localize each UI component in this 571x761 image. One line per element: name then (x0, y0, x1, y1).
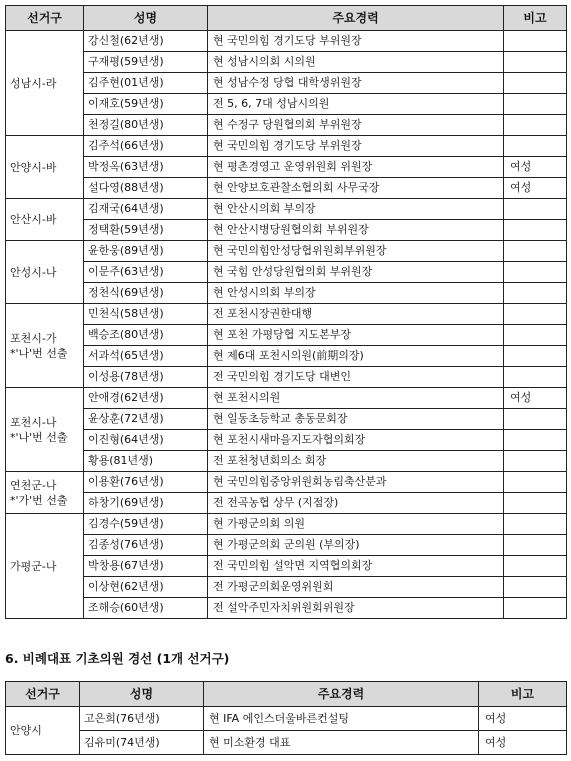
candidate-name: 이성용(78년생) (84, 367, 208, 388)
candidate-career: 전 국민의힘 설악면 지역협의회장 (208, 556, 504, 577)
table-row (6, 31, 567, 52)
table-row (6, 388, 567, 409)
table-row (6, 556, 567, 577)
candidate-note (504, 409, 567, 430)
district-name: 연천군-나 (10, 478, 57, 492)
candidate-career: 현 가평군의회 군의원 (부의장) (208, 535, 504, 556)
candidate-name: 고은희(76년생) (80, 707, 204, 731)
candidate-career: 현 안양보호관찰소협의회 사무국장 (208, 178, 504, 199)
district-name: 안양시 (10, 724, 42, 737)
proportional-candidates-table (5, 681, 567, 755)
candidate-note (504, 535, 567, 556)
table-row (6, 136, 567, 157)
candidate-note (504, 514, 567, 535)
candidate-note (504, 346, 567, 367)
header-career: 주요경력 (204, 682, 479, 707)
candidate-note: 여성 (504, 388, 567, 409)
district-cell (6, 472, 84, 514)
candidate-note (504, 73, 567, 94)
candidate-career: 현 안산시병당원협의회 부위원장 (208, 220, 504, 241)
candidate-career: 현 국힘 안성당원협의회 부위원장 (208, 262, 504, 283)
candidate-note (504, 220, 567, 241)
candidate-note (504, 367, 567, 388)
table-row (6, 707, 567, 731)
candidate-name: 김재국(64년생) (84, 199, 208, 220)
table-row (6, 241, 567, 262)
candidate-career: 현 안산시의회 부의장 (208, 199, 504, 220)
district-cell (6, 31, 84, 136)
candidate-name: 윤상훈(72년생) (84, 409, 208, 430)
candidate-career: 현 IFA 에인스더울바른컨설팅 (204, 707, 479, 731)
candidate-career: 전 포천청년회의소 회장 (208, 451, 504, 472)
candidate-name: 이용환(76년생) (84, 472, 208, 493)
district-name: 포천시-가 (10, 331, 57, 345)
candidate-career: 현 포천시의원 (208, 388, 504, 409)
candidate-note (504, 31, 567, 52)
candidate-name: 박창용(67년생) (84, 556, 208, 577)
district-cell (6, 241, 84, 304)
candidate-career: 현 가평군의회 의원 (208, 514, 504, 535)
district-name: 안성시-나 (10, 265, 57, 279)
candidate-name: 박정옥(63년생) (84, 157, 208, 178)
candidate-note: 여성 (479, 707, 567, 731)
candidate-name: 김주석(66년생) (84, 136, 208, 157)
candidate-note: 여성 (504, 157, 567, 178)
candidate-note (504, 304, 567, 325)
table-row (6, 52, 567, 73)
candidate-career: 현 국민의힘중앙위원회농림축산분과 (208, 472, 504, 493)
table-row (6, 199, 567, 220)
candidate-career: 현 안성시의회 부의장 (208, 283, 504, 304)
candidate-career: 전 국민의힘 경기도당 대변인 (208, 367, 504, 388)
table-row (6, 472, 567, 493)
candidate-career: 전 포천시장권한대행 (208, 304, 504, 325)
candidate-note (504, 136, 567, 157)
candidate-note (504, 325, 567, 346)
district-cell (6, 707, 80, 755)
candidate-note (504, 556, 567, 577)
table-row (6, 493, 567, 514)
candidate-note (504, 262, 567, 283)
table-header-row (6, 6, 567, 31)
table-row (6, 346, 567, 367)
table-row (6, 577, 567, 598)
candidate-note: 여성 (504, 178, 567, 199)
proportional-table-body (6, 707, 567, 755)
table-row (6, 220, 567, 241)
candidate-career: 현 국민의힘 경기도당 부위원장 (208, 31, 504, 52)
district-selection-note: *'나'번 선출 (10, 430, 68, 444)
district-cell (6, 514, 84, 619)
district-cell (6, 304, 84, 388)
header-name: 성명 (80, 682, 204, 707)
candidate-career: 전 가평군의회운영위원회 (208, 577, 504, 598)
candidate-note (504, 283, 567, 304)
table-row (6, 262, 567, 283)
candidate-name: 윤한웅(89년생) (84, 241, 208, 262)
candidate-note (504, 199, 567, 220)
table-row (6, 115, 567, 136)
table-row (6, 451, 567, 472)
candidate-career: 현 일동초등학교 총동문회장 (208, 409, 504, 430)
table-row (6, 325, 567, 346)
table-row (6, 535, 567, 556)
candidate-career: 전 전곡농협 상무 (지점장) (208, 493, 504, 514)
table-row (6, 430, 567, 451)
table-row (6, 367, 567, 388)
candidate-name: 황용(81년생) (84, 451, 208, 472)
candidate-note (504, 430, 567, 451)
candidate-name: 김경수(59년생) (84, 514, 208, 535)
candidate-name: 서과석(65년생) (84, 346, 208, 367)
candidate-name: 김주현(01년생) (84, 73, 208, 94)
candidate-career: 전 설악주민자치위원회위원장 (208, 598, 504, 619)
candidate-career: 전 5, 6, 7대 성남시의원 (208, 94, 504, 115)
table-row (6, 94, 567, 115)
candidate-name: 정천식(69년생) (84, 283, 208, 304)
candidate-name: 설다영(88년생) (84, 178, 208, 199)
candidate-career: 현 미소환경 대표 (204, 731, 479, 755)
candidate-name: 안애경(62년생) (84, 388, 208, 409)
candidate-career: 현 평촌경영고 운영위원회 위원장 (208, 157, 504, 178)
candidates-table (5, 5, 567, 619)
table-row (6, 598, 567, 619)
candidate-note: 여성 (479, 731, 567, 755)
candidate-note (504, 94, 567, 115)
table-row (6, 157, 567, 178)
candidate-name: 강신철(62년생) (84, 31, 208, 52)
table-row (6, 304, 567, 325)
candidate-name: 조해승(60년생) (84, 598, 208, 619)
candidate-note (504, 241, 567, 262)
district-name: 포천시-나 (10, 415, 57, 429)
candidate-note (504, 52, 567, 73)
district-name: 성남시-라 (10, 76, 57, 90)
district-selection-note: *'나'번 선출 (10, 346, 68, 360)
candidate-career: 현 성남수정 당협 대학생위원장 (208, 73, 504, 94)
header-district: 선거구 (6, 682, 80, 707)
candidate-name: 백승조(80년생) (84, 325, 208, 346)
candidate-career: 현 포천 가평당협 지도본부장 (208, 325, 504, 346)
candidate-note (504, 115, 567, 136)
district-cell (6, 199, 84, 241)
candidate-name: 구재평(59년생) (84, 52, 208, 73)
candidate-note (504, 493, 567, 514)
candidate-note (504, 451, 567, 472)
header-career: 주요경력 (208, 6, 504, 31)
candidate-name: 민천식(58년생) (84, 304, 208, 325)
candidate-note (504, 598, 567, 619)
table-row (6, 514, 567, 535)
candidate-career: 현 국민의힘안성당협위원회부위원장 (208, 241, 504, 262)
candidate-name: 이상현(62년생) (84, 577, 208, 598)
candidate-name: 이진형(64년생) (84, 430, 208, 451)
table-row (6, 178, 567, 199)
candidate-name: 김유미(74년생) (80, 731, 204, 755)
section-heading: 6. 비례대표 기초의원 경선 (1개 선거구) (5, 651, 230, 666)
candidate-name: 하창기(69년생) (84, 493, 208, 514)
district-name: 안양시-바 (10, 160, 57, 174)
header-name: 성명 (84, 6, 208, 31)
district-name: 가평군-나 (10, 559, 57, 573)
candidate-name: 천정길(80년생) (84, 115, 208, 136)
header-note: 비고 (504, 6, 567, 31)
candidate-name: 정택환(59년생) (84, 220, 208, 241)
header-district: 선거구 (6, 6, 84, 31)
district-selection-note: *'가'번 선출 (10, 493, 68, 507)
candidate-note (504, 472, 567, 493)
table-row (6, 731, 567, 755)
table-header-row (6, 682, 567, 707)
candidate-career: 현 제6대 포천시의원(前期의장) (208, 346, 504, 367)
candidate-career: 현 성남시의회 시의원 (208, 52, 504, 73)
candidate-name: 김종성(76년생) (84, 535, 208, 556)
table-row (6, 283, 567, 304)
district-cell (6, 136, 84, 199)
district-name: 안산시-바 (10, 213, 57, 226)
candidate-name: 이문주(63년생) (84, 262, 208, 283)
candidate-career: 현 수정구 당원협의회 부위원장 (208, 115, 504, 136)
candidate-note (504, 577, 567, 598)
candidate-career: 현 포천시새마을지도자협의회장 (208, 430, 504, 451)
candidates-table-body (6, 31, 567, 619)
table-row (6, 73, 567, 94)
header-note: 비고 (479, 682, 567, 707)
candidate-name: 이재호(59년생) (84, 94, 208, 115)
candidate-career: 현 국민의힘 경기도당 부위원장 (208, 136, 504, 157)
district-cell (6, 388, 84, 472)
table-row (6, 409, 567, 430)
